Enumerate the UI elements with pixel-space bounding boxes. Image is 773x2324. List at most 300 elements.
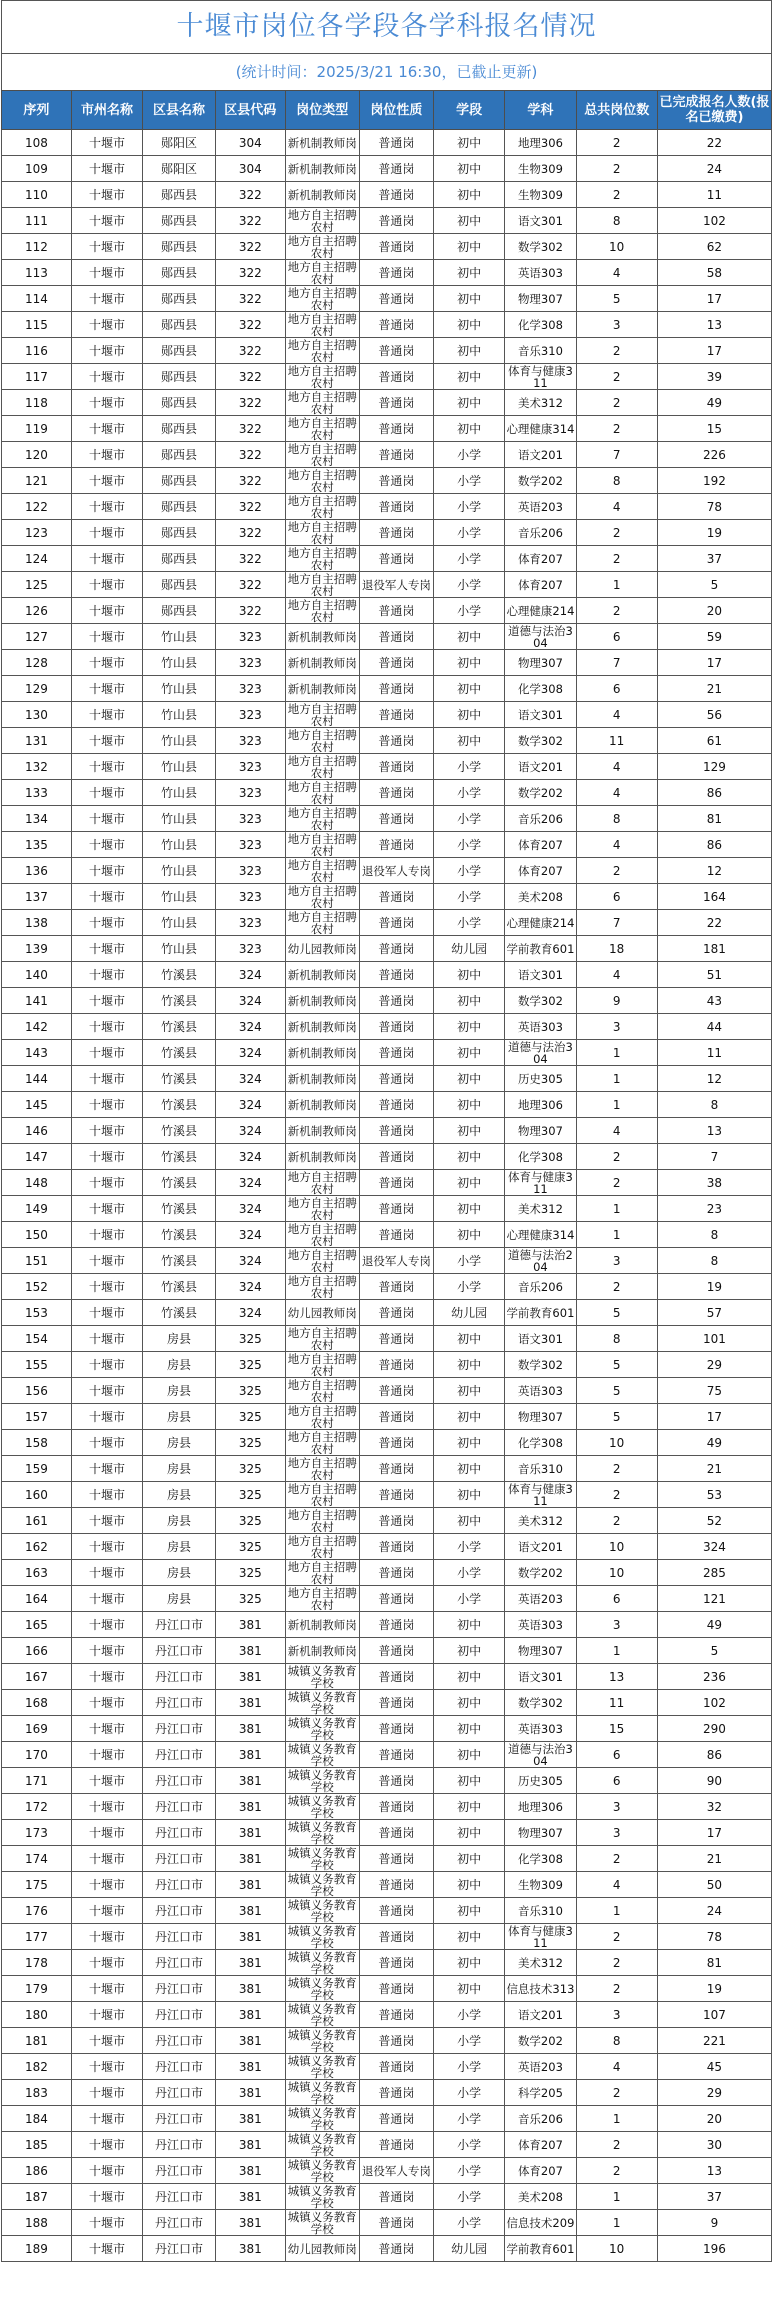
cell-city: 十堰市 [71,234,142,260]
cell-total-posts: 8 [576,208,657,234]
cell-registered: 81 [657,1950,771,1976]
cell-post-type: 城镇义务教育学校 [285,1950,359,1976]
cell-total-posts: 2 [576,520,657,546]
cell-total-posts: 10 [576,1430,657,1456]
cell-subject: 音乐206 [505,2106,576,2132]
cell-subject: 英语203 [505,494,576,520]
cell-post-nature: 普通岗 [359,1898,433,1924]
cell-county: 竹山县 [143,676,216,702]
cell-subject: 体育207 [505,858,576,884]
cell-subject: 音乐206 [505,1274,576,1300]
cell-stage: 初中 [434,1794,505,1820]
cell-registered: 23 [657,1196,771,1222]
cell-post-type: 地方自主招聘农村 [285,1430,359,1456]
cell-subject: 语文201 [505,442,576,468]
table-row [2,156,772,182]
cell-county: 丹江口市 [143,1976,216,2002]
table-row [2,1898,772,1924]
cell-city: 十堰市 [71,1352,142,1378]
table-row [2,754,772,780]
cell-post-type: 城镇义务教育学校 [285,1690,359,1716]
cell-county: 丹江口市 [143,1612,216,1638]
cell-post-type: 新机制教师岗 [285,962,359,988]
table-row [2,1820,772,1846]
cell-post-type: 新机制教师岗 [285,156,359,182]
table-row [2,234,772,260]
cell-county: 郧西县 [143,494,216,520]
cell-city: 十堰市 [71,1560,142,1586]
cell-total-posts: 4 [576,1872,657,1898]
table-row [2,1534,772,1560]
table-row [2,728,772,754]
cell-total-posts: 6 [576,1768,657,1794]
cell-seq: 182 [2,2054,72,2080]
cell-seq: 110 [2,182,72,208]
cell-county: 竹山县 [143,728,216,754]
cell-city: 十堰市 [71,676,142,702]
cell-county: 竹溪县 [143,1248,216,1274]
cell-stage: 初中 [434,1976,505,2002]
cell-post-type: 城镇义务教育学校 [285,2184,359,2210]
cell-post-type: 地方自主招聘农村 [285,910,359,936]
cell-subject: 体育207 [505,832,576,858]
cell-post-type: 城镇义务教育学校 [285,1872,359,1898]
cell-county-code: 323 [215,910,285,936]
cell-seq: 135 [2,832,72,858]
table-row [2,598,772,624]
cell-stage: 小学 [434,572,505,598]
cell-seq: 145 [2,1092,72,1118]
cell-seq: 130 [2,702,72,728]
cell-subject: 语文301 [505,702,576,728]
cell-county: 竹山县 [143,832,216,858]
cell-city: 十堰市 [71,832,142,858]
cell-total-posts: 2 [576,2158,657,2184]
registration-table [1,90,772,2262]
cell-seq: 160 [2,1482,72,1508]
cell-total-posts: 2 [576,1482,657,1508]
cell-stage: 初中 [434,1378,505,1404]
cell-seq: 134 [2,806,72,832]
cell-post-nature: 普通岗 [359,1716,433,1742]
cell-stage: 初中 [434,1040,505,1066]
cell-city: 十堰市 [71,2184,142,2210]
cell-seq: 155 [2,1352,72,1378]
cell-seq: 128 [2,650,72,676]
cell-post-type: 新机制教师岗 [285,1612,359,1638]
table-row [2,2236,772,2262]
cell-stage: 小学 [434,780,505,806]
table-row [2,650,772,676]
cell-seq: 164 [2,1586,72,1612]
cell-city: 十堰市 [71,2158,142,2184]
cell-seq: 187 [2,2184,72,2210]
cell-subject: 化学308 [505,1430,576,1456]
cell-county-code: 325 [215,1560,285,1586]
cell-county: 丹江口市 [143,1846,216,1872]
cell-stage: 初中 [434,1872,505,1898]
cell-city: 十堰市 [71,1248,142,1274]
cell-post-nature: 普通岗 [359,1794,433,1820]
cell-county: 郧西县 [143,546,216,572]
cell-subject: 生物309 [505,182,576,208]
cell-stage: 小学 [434,2002,505,2028]
cell-stage: 初中 [434,728,505,754]
cell-city: 十堰市 [71,1014,142,1040]
cell-city: 十堰市 [71,1274,142,1300]
cell-seq: 165 [2,1612,72,1638]
cell-subject: 英语303 [505,1378,576,1404]
cell-county-code: 322 [215,364,285,390]
cell-subject: 英语303 [505,260,576,286]
cell-post-nature: 普通岗 [359,702,433,728]
table-row [2,1378,772,1404]
cell-post-type: 地方自主招聘农村 [285,598,359,624]
cell-post-type: 地方自主招聘农村 [285,832,359,858]
cell-seq: 174 [2,1846,72,1872]
cell-county-code: 322 [215,494,285,520]
cell-subject: 数学302 [505,1352,576,1378]
cell-post-nature: 普通岗 [359,390,433,416]
cell-post-nature: 普通岗 [359,468,433,494]
cell-total-posts: 9 [576,988,657,1014]
cell-post-nature: 退役军人专岗 [359,572,433,598]
cell-seq: 112 [2,234,72,260]
cell-registered: 56 [657,702,771,728]
cell-subject: 语文201 [505,754,576,780]
cell-post-type: 地方自主招聘农村 [285,728,359,754]
cell-county: 竹溪县 [143,1170,216,1196]
cell-post-nature: 普通岗 [359,1638,433,1664]
cell-post-type: 城镇义务教育学校 [285,2210,359,2236]
table-row [2,1430,772,1456]
cell-stage: 初中 [434,312,505,338]
cell-county: 房县 [143,1560,216,1586]
cell-post-type: 地方自主招聘农村 [285,364,359,390]
cell-stage: 初中 [434,1326,505,1352]
cell-county-code: 324 [215,1222,285,1248]
cell-subject: 音乐310 [505,1898,576,1924]
cell-county-code: 324 [215,988,285,1014]
cell-subject: 音乐310 [505,1456,576,1482]
cell-seq: 148 [2,1170,72,1196]
cell-total-posts: 11 [576,728,657,754]
table-row [2,338,772,364]
cell-county-code: 325 [215,1586,285,1612]
cell-post-nature: 普通岗 [359,1144,433,1170]
cell-post-type: 地方自主招聘农村 [285,1482,359,1508]
cell-registered: 58 [657,260,771,286]
cell-city: 十堰市 [71,1040,142,1066]
page-title: 十堰市岗位各学段各学科报名情况 [1,0,772,53]
cell-county-code: 322 [215,598,285,624]
cell-total-posts: 8 [576,2028,657,2054]
cell-county: 丹江口市 [143,1664,216,1690]
cell-post-nature: 普通岗 [359,1820,433,1846]
cell-seq: 180 [2,2002,72,2028]
cell-county-code: 322 [215,520,285,546]
cell-county-code: 381 [215,1924,285,1950]
cell-stage: 初中 [434,1768,505,1794]
cell-county-code: 324 [215,1040,285,1066]
column-header-total-posts: 总共岗位数 [576,91,657,130]
cell-seq: 116 [2,338,72,364]
cell-county-code: 381 [215,2106,285,2132]
cell-registered: 5 [657,572,771,598]
cell-total-posts: 1 [576,1092,657,1118]
cell-post-type: 地方自主招聘农村 [285,1404,359,1430]
cell-seq: 119 [2,416,72,442]
cell-post-nature: 普通岗 [359,1404,433,1430]
cell-total-posts: 4 [576,962,657,988]
cell-county: 竹山县 [143,650,216,676]
cell-subject: 音乐206 [505,520,576,546]
cell-subject: 英语203 [505,2054,576,2080]
cell-stage: 小学 [434,520,505,546]
cell-seq: 170 [2,1742,72,1768]
cell-county: 郧西县 [143,442,216,468]
cell-stage: 初中 [434,156,505,182]
cell-post-type: 新机制教师岗 [285,1040,359,1066]
cell-post-nature: 普通岗 [359,936,433,962]
table-row [2,1690,772,1716]
cell-subject: 学前教育601 [505,936,576,962]
cell-subject: 物理307 [505,1404,576,1430]
cell-subject: 体育与健康311 [505,364,576,390]
cell-county-code: 325 [215,1508,285,1534]
cell-seq: 178 [2,1950,72,1976]
table-row [2,1300,772,1326]
cell-post-nature: 普通岗 [359,2080,433,2106]
table-row [2,1560,772,1586]
cell-subject: 语文301 [505,1326,576,1352]
cell-registered: 17 [657,338,771,364]
cell-post-nature: 普通岗 [359,728,433,754]
cell-registered: 8 [657,1222,771,1248]
cell-stage: 小学 [434,2106,505,2132]
cell-post-nature: 普通岗 [359,650,433,676]
cell-county-code: 324 [215,1300,285,1326]
cell-county-code: 325 [215,1326,285,1352]
cell-total-posts: 10 [576,1560,657,1586]
cell-stage: 初中 [434,1066,505,1092]
cell-city: 十堰市 [71,1664,142,1690]
cell-registered: 101 [657,1326,771,1352]
cell-county: 郧西县 [143,390,216,416]
cell-post-nature: 普通岗 [359,338,433,364]
cell-registered: 49 [657,1430,771,1456]
cell-total-posts: 8 [576,806,657,832]
table-row [2,988,772,1014]
cell-post-type: 地方自主招聘农村 [285,1196,359,1222]
cell-total-posts: 2 [576,1170,657,1196]
cell-seq: 132 [2,754,72,780]
cell-registered: 7 [657,1144,771,1170]
cell-post-type: 城镇义务教育学校 [285,1924,359,1950]
cell-county-code: 322 [215,390,285,416]
cell-county-code: 381 [215,2028,285,2054]
cell-post-type: 地方自主招聘农村 [285,1508,359,1534]
cell-seq: 114 [2,286,72,312]
cell-city: 十堰市 [71,1976,142,2002]
cell-subject: 信息技术313 [505,1976,576,2002]
cell-registered: 86 [657,1742,771,1768]
cell-registered: 11 [657,182,771,208]
cell-total-posts: 6 [576,624,657,650]
cell-seq: 126 [2,598,72,624]
table-row [2,2210,772,2236]
cell-stage: 初中 [434,1690,505,1716]
cell-total-posts: 3 [576,2002,657,2028]
cell-subject: 历史305 [505,1768,576,1794]
cell-stage: 初中 [434,208,505,234]
cell-county-code: 325 [215,1534,285,1560]
cell-registered: 13 [657,2158,771,2184]
cell-post-nature: 普通岗 [359,1482,433,1508]
cell-total-posts: 6 [576,1742,657,1768]
cell-post-nature: 普通岗 [359,806,433,832]
cell-registered: 45 [657,2054,771,2080]
cell-post-type: 城镇义务教育学校 [285,1794,359,1820]
cell-total-posts: 6 [576,1586,657,1612]
cell-post-nature: 普通岗 [359,494,433,520]
table-row [2,1066,772,1092]
cell-seq: 124 [2,546,72,572]
table-row [2,182,772,208]
cell-subject: 英语303 [505,1716,576,1742]
cell-total-posts: 4 [576,754,657,780]
cell-stage: 初中 [434,1430,505,1456]
cell-city: 十堰市 [71,1066,142,1092]
cell-post-nature: 退役军人专岗 [359,1248,433,1274]
cell-city: 十堰市 [71,2210,142,2236]
cell-seq: 113 [2,260,72,286]
cell-post-nature: 普通岗 [359,1742,433,1768]
cell-post-nature: 普通岗 [359,1508,433,1534]
cell-total-posts: 7 [576,910,657,936]
cell-seq: 181 [2,2028,72,2054]
cell-post-type: 城镇义务教育学校 [285,1664,359,1690]
cell-county-code: 322 [215,260,285,286]
cell-registered: 24 [657,1898,771,1924]
cell-subject: 体育与健康311 [505,1924,576,1950]
cell-seq: 144 [2,1066,72,1092]
cell-registered: 102 [657,1690,771,1716]
cell-county-code: 381 [215,1664,285,1690]
cell-stage: 小学 [434,2054,505,2080]
cell-total-posts: 13 [576,1664,657,1690]
cell-seq: 136 [2,858,72,884]
cell-city: 十堰市 [71,1950,142,1976]
table-row [2,2106,772,2132]
table-row [2,1352,772,1378]
cell-registered: 17 [657,1404,771,1430]
cell-total-posts: 7 [576,442,657,468]
cell-subject: 语文201 [505,1534,576,1560]
cell-stage: 幼儿园 [434,1300,505,1326]
cell-post-nature: 普通岗 [359,546,433,572]
cell-registered: 24 [657,156,771,182]
cell-post-type: 城镇义务教育学校 [285,2158,359,2184]
cell-county-code: 324 [215,1118,285,1144]
cell-seq: 140 [2,962,72,988]
cell-city: 十堰市 [71,1768,142,1794]
cell-seq: 159 [2,1456,72,1482]
cell-city: 十堰市 [71,208,142,234]
cell-post-nature: 普通岗 [359,1976,433,2002]
cell-seq: 167 [2,1664,72,1690]
cell-city: 十堰市 [71,1092,142,1118]
cell-county: 房县 [143,1534,216,1560]
cell-city: 十堰市 [71,286,142,312]
table-header-row [2,91,772,130]
cell-stage: 初中 [434,650,505,676]
cell-seq: 123 [2,520,72,546]
cell-county: 竹溪县 [143,1040,216,1066]
cell-subject: 化学308 [505,1846,576,1872]
cell-registered: 37 [657,2184,771,2210]
cell-stage: 初中 [434,338,505,364]
cell-post-nature: 普通岗 [359,1586,433,1612]
cell-post-type: 地方自主招聘农村 [285,442,359,468]
cell-registered: 61 [657,728,771,754]
cell-post-nature: 普通岗 [359,676,433,702]
cell-subject: 体育与健康311 [505,1482,576,1508]
cell-stage: 初中 [434,1118,505,1144]
cell-seq: 142 [2,1014,72,1040]
cell-city: 十堰市 [71,910,142,936]
cell-seq: 175 [2,1872,72,1898]
cell-county-code: 324 [215,1248,285,1274]
table-row [2,806,772,832]
cell-county: 郧阳区 [143,156,216,182]
cell-stage: 小学 [434,1534,505,1560]
cell-post-nature: 普通岗 [359,1430,433,1456]
cell-subject: 体育207 [505,2158,576,2184]
cell-subject: 数学302 [505,234,576,260]
cell-registered: 86 [657,780,771,806]
cell-county: 竹溪县 [143,1066,216,1092]
cell-city: 十堰市 [71,1872,142,1898]
cell-post-nature: 普通岗 [359,2132,433,2158]
cell-seq: 172 [2,1794,72,1820]
cell-city: 十堰市 [71,416,142,442]
cell-registered: 102 [657,208,771,234]
cell-subject: 美术312 [505,1196,576,1222]
cell-total-posts: 8 [576,1326,657,1352]
cell-total-posts: 5 [576,286,657,312]
cell-post-nature: 普通岗 [359,1092,433,1118]
cell-post-type: 新机制教师岗 [285,650,359,676]
table-row [2,1222,772,1248]
cell-registered: 15 [657,416,771,442]
cell-city: 十堰市 [71,650,142,676]
cell-registered: 39 [657,364,771,390]
cell-registered: 62 [657,234,771,260]
table-row [2,1742,772,1768]
table-row [2,1248,772,1274]
cell-seq: 139 [2,936,72,962]
table-row [2,416,772,442]
table-row [2,936,772,962]
cell-county-code: 323 [215,936,285,962]
cell-stage: 小学 [434,806,505,832]
cell-subject: 心理健康314 [505,416,576,442]
cell-stage: 初中 [434,260,505,286]
cell-post-type: 地方自主招聘农村 [285,1534,359,1560]
cell-registered: 81 [657,806,771,832]
cell-stage: 初中 [434,1924,505,1950]
